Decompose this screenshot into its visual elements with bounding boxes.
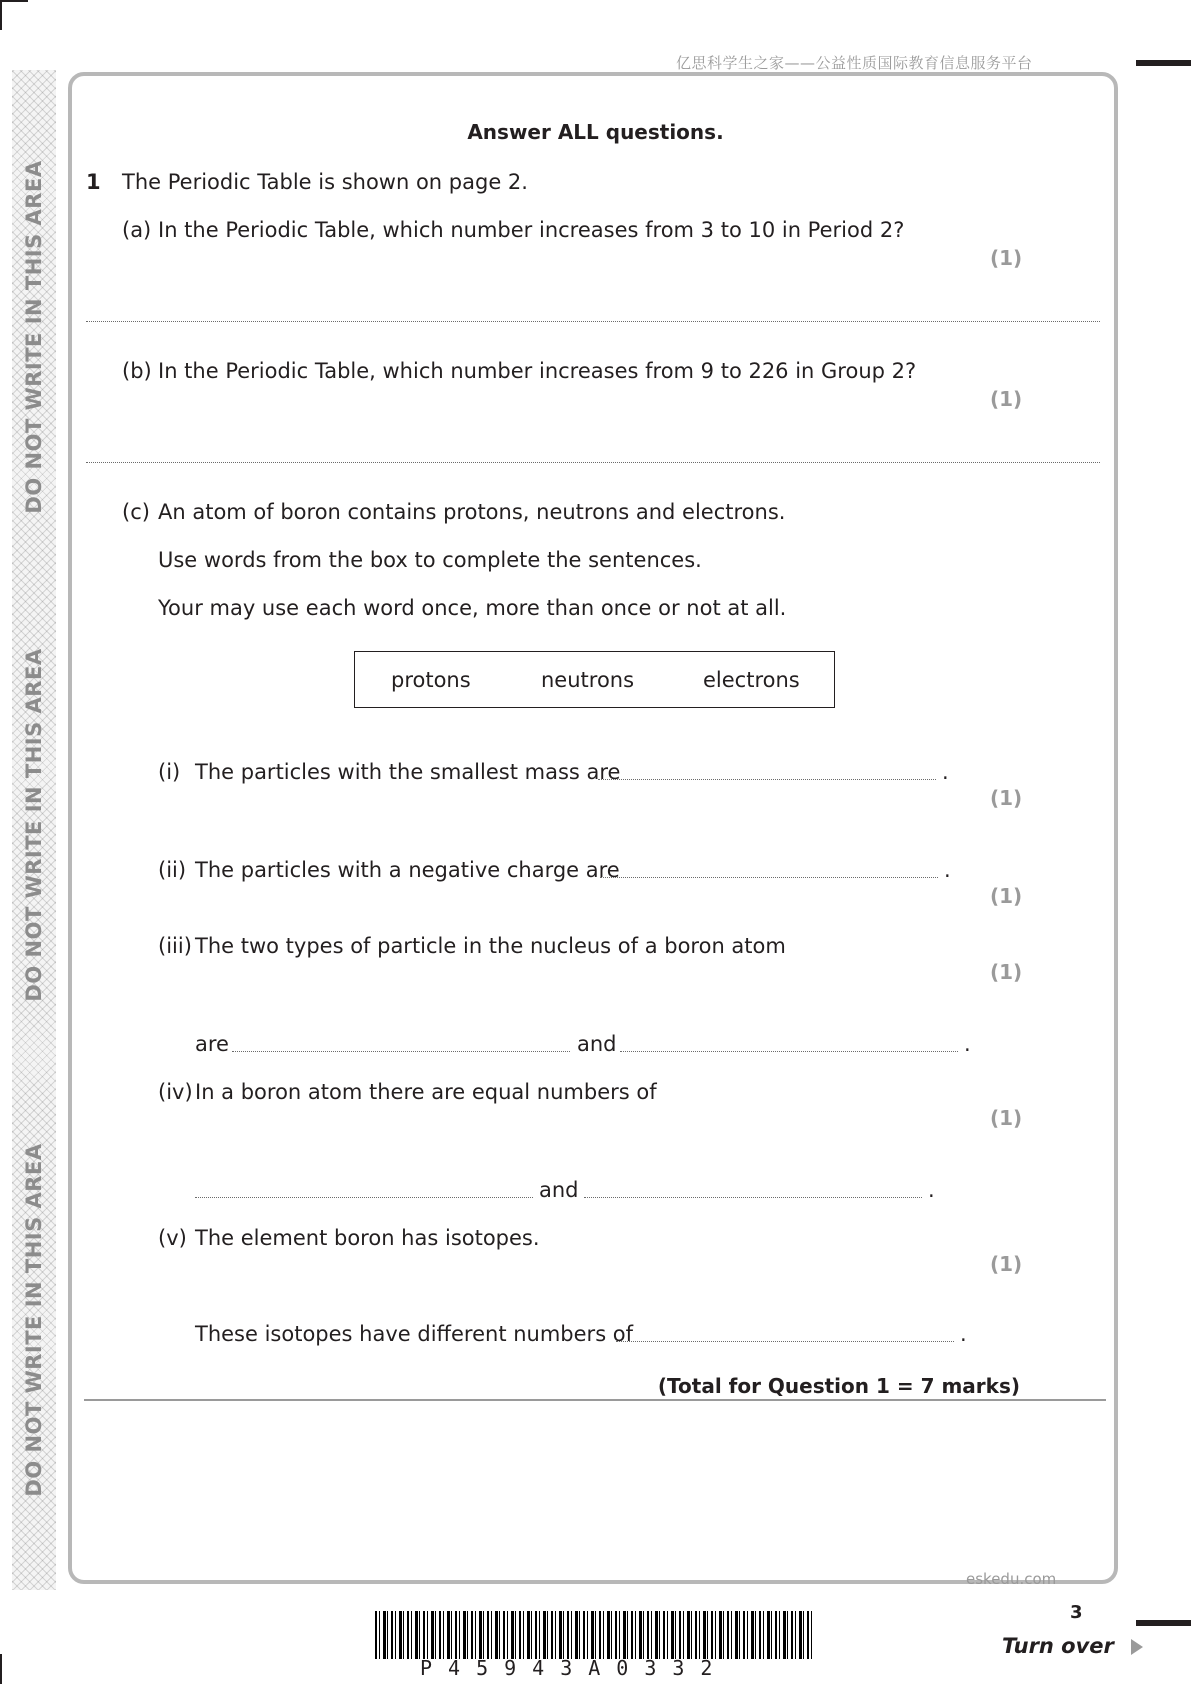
answer-line-ii[interactable] bbox=[600, 877, 938, 878]
part-c-instruction: Use words from the box to complete the sentences. bbox=[158, 548, 702, 572]
part-c-instruction: Your may use each word once, more than once or not at all. bbox=[158, 596, 787, 620]
word-option: neutrons bbox=[541, 668, 635, 692]
content-frame bbox=[68, 72, 1118, 1584]
part-iii-label: (iii) bbox=[158, 934, 192, 958]
word-option: electrons bbox=[703, 668, 800, 692]
end-punct: . bbox=[960, 1322, 967, 1346]
part-iii-text: The two types of particle in the nucleus of a boron atom bbox=[195, 934, 786, 958]
crop-mark bbox=[0, 1654, 2, 1684]
crop-mark bbox=[0, 0, 28, 2]
footer-watermark: eskedu.com bbox=[966, 1570, 1057, 1588]
turn-over-label[interactable] bbox=[1002, 1634, 1143, 1658]
joiner-and: and bbox=[539, 1178, 579, 1202]
crop-mark bbox=[0, 0, 2, 30]
turn-over-text: Turn over bbox=[1002, 1634, 1114, 1658]
word-option: protons bbox=[391, 668, 471, 692]
part-c-label: (c) bbox=[122, 500, 150, 524]
answer-line-iii-1[interactable] bbox=[232, 1051, 570, 1052]
end-punct: . bbox=[928, 1178, 935, 1202]
section-heading: Answer ALL questions. bbox=[467, 120, 724, 144]
end-punct: . bbox=[942, 760, 949, 784]
part-i-marks: (1) bbox=[990, 786, 1023, 810]
part-v-label: (v) bbox=[158, 1226, 187, 1250]
answer-line-iv-2[interactable] bbox=[584, 1197, 922, 1198]
part-v-marks: (1) bbox=[990, 1252, 1023, 1276]
barcode bbox=[375, 1611, 812, 1659]
part-iii-line-start: are bbox=[195, 1032, 229, 1056]
word-box bbox=[354, 651, 835, 708]
part-v-line-text: These isotopes have different numbers of bbox=[195, 1322, 634, 1346]
right-triangle-arrow-icon bbox=[1131, 1639, 1143, 1655]
part-iv-marks: (1) bbox=[990, 1106, 1023, 1130]
part-iii-marks: (1) bbox=[990, 960, 1023, 984]
part-b-text: In the Periodic Table, which number increases from 9 to 226 in Group 2? bbox=[158, 359, 917, 383]
part-a-marks: (1) bbox=[990, 246, 1023, 270]
part-ii-text: The particles with a negative charge are bbox=[195, 858, 620, 882]
part-iv-label: (iv) bbox=[158, 1080, 193, 1104]
part-c-text: An atom of boron contains protons, neutrons and electrons. bbox=[158, 500, 786, 524]
page-number: 3 bbox=[1070, 1602, 1083, 1623]
part-a-label: (a) bbox=[122, 218, 152, 242]
part-ii-label: (ii) bbox=[158, 858, 187, 882]
margin-warning: DO NOT WRITE IN THIS AREA bbox=[22, 1143, 46, 1497]
end-punct: . bbox=[944, 858, 951, 882]
part-i-label: (i) bbox=[158, 760, 181, 784]
question-end-rule bbox=[84, 1399, 1106, 1401]
answer-line-iii-2[interactable] bbox=[620, 1051, 958, 1052]
part-v-text: The element boron has isotopes. bbox=[195, 1226, 540, 1250]
question-total: (Total for Question 1 = 7 marks) bbox=[657, 1374, 1020, 1398]
part-ii-marks: (1) bbox=[990, 884, 1023, 908]
answer-line-v[interactable] bbox=[616, 1341, 954, 1342]
margin-hatched-strip bbox=[12, 70, 56, 1590]
watermark-top: 亿思科学生之家——公益性质国际教育信息服务平台 bbox=[676, 54, 1033, 72]
barcode-digits: P45943A0332 bbox=[420, 1656, 729, 1680]
part-b-label: (b) bbox=[122, 359, 152, 383]
margin-warning: DO NOT WRITE IN THIS AREA bbox=[22, 648, 46, 1002]
question-number: 1 bbox=[86, 170, 101, 194]
end-punct: . bbox=[964, 1032, 971, 1056]
answer-line-i[interactable] bbox=[598, 779, 936, 780]
part-i-text: The particles with the smallest mass are bbox=[195, 760, 621, 784]
question-stem: The Periodic Table is shown on page 2. bbox=[122, 170, 528, 194]
answer-line-b[interactable] bbox=[86, 462, 1100, 463]
margin-warning: DO NOT WRITE IN THIS AREA bbox=[22, 160, 46, 514]
part-b-marks: (1) bbox=[990, 387, 1023, 411]
crop-mark bbox=[1136, 1620, 1191, 1626]
answer-line-iv-1[interactable] bbox=[195, 1197, 533, 1198]
part-iv-text: In a boron atom there are equal numbers of bbox=[195, 1080, 657, 1104]
part-a-text: In the Periodic Table, which number increases from 3 to 10 in Period 2? bbox=[158, 218, 905, 242]
crop-mark bbox=[1136, 60, 1191, 66]
answer-line-a[interactable] bbox=[86, 321, 1100, 322]
joiner-and: and bbox=[577, 1032, 617, 1056]
